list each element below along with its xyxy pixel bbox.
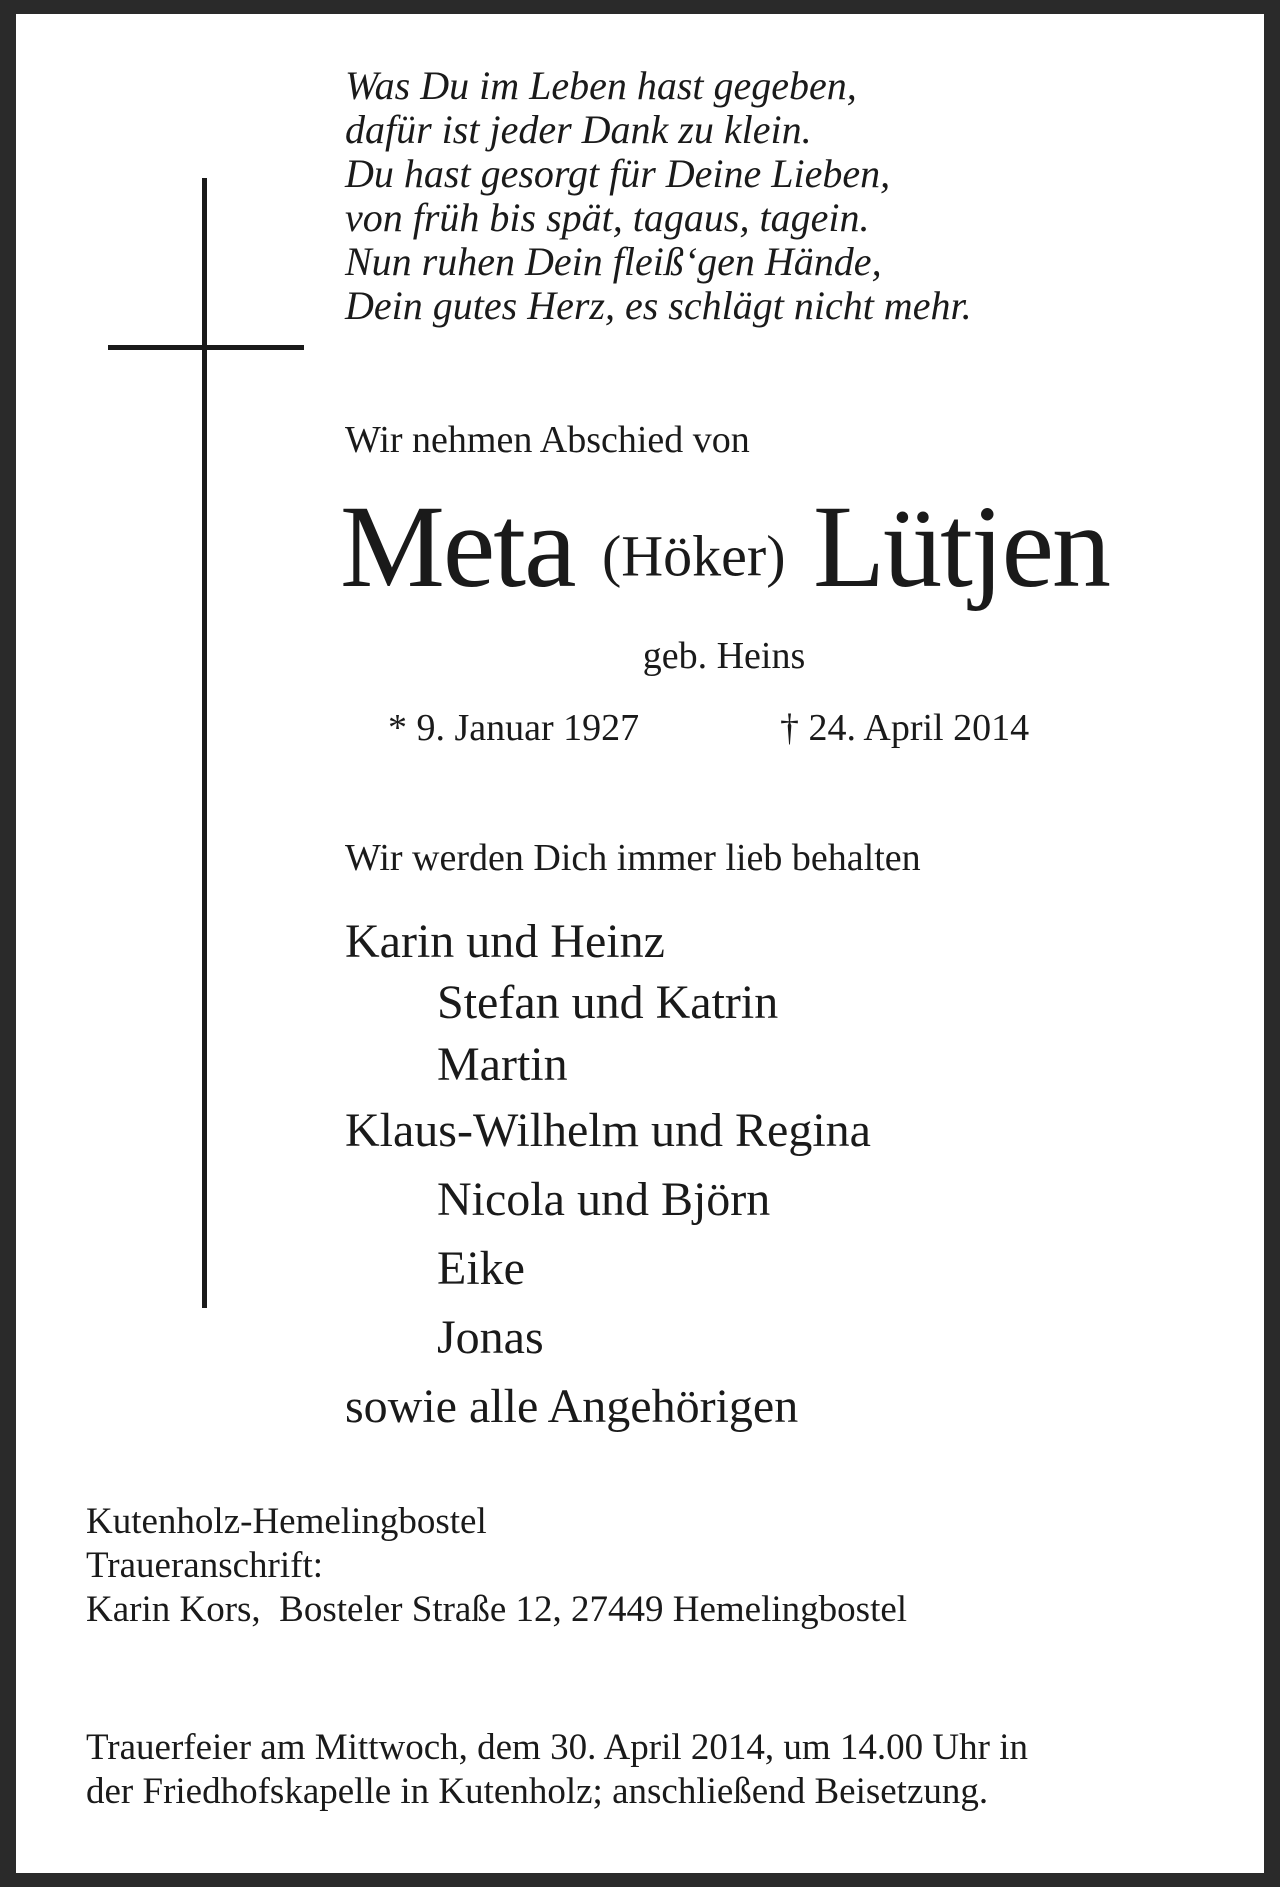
poem-line: Dein gutes Herz, es schlägt nicht mehr. <box>345 283 972 328</box>
mourner-entry: Jonas <box>437 1311 544 1364</box>
ceremony-line: der Friedhofskapelle in Kutenholz; anschließend Beisetzung. <box>86 1771 989 1812</box>
mourning-address <box>86 1500 907 1632</box>
funeral-service-info <box>86 1726 1028 1814</box>
mourner-entry: Klaus-Wilhelm und Regina <box>345 1104 871 1157</box>
deceased-nickname: (Höker) <box>601 523 786 589</box>
poem-line: Du hast gesorgt für Deine Lieben, <box>345 151 891 196</box>
mourner-entry: Nicola und Björn <box>437 1173 771 1226</box>
mourner-entry: Martin <box>437 1038 568 1091</box>
poem-line: dafür ist jeder Dank zu klein. <box>345 107 812 152</box>
death-date: † 24. April 2014 <box>780 707 1030 749</box>
address-line: Karin Kors, Bosteler Straße 12, 27449 Hemelingbostel <box>86 1589 908 1630</box>
cross-icon-horizontal-bar <box>108 345 304 350</box>
poem-line: von früh bis spät, tagaus, tagein. <box>345 195 870 240</box>
ceremony-line: Trauerfeier am Mittwoch, dem 30. April 2014, um 14.00 Uhr in <box>86 1727 1029 1768</box>
deceased-last-name: Lütjen <box>813 481 1110 612</box>
memorial-poem <box>345 64 972 328</box>
deceased-name <box>340 482 1109 622</box>
farewell-intro: Wir nehmen Abschied von <box>345 419 750 461</box>
poem-line: Was Du im Leben hast gegeben, <box>345 63 857 108</box>
poem-line: Nun ruhen Dein fleiß‘gen Hände, <box>345 239 882 284</box>
mourners-list <box>345 912 871 1441</box>
mourner-entry: Eike <box>437 1242 525 1295</box>
address-line: Kutenholz-Hemelingbostel <box>86 1501 487 1542</box>
birth-date: * 9. Januar 1927 <box>388 707 640 749</box>
address-line: Traueranschrift: <box>86 1545 324 1586</box>
remembrance-line: Wir werden Dich immer lieb behalten <box>345 837 921 879</box>
birth-name: geb. Heins <box>642 635 806 677</box>
mourner-entry: sowie alle Angehörigen <box>345 1380 799 1433</box>
mourner-entry: Stefan und Katrin <box>437 976 779 1029</box>
deceased-first-name: Meta <box>340 481 575 612</box>
mourner-entry: Karin und Heinz <box>345 915 665 968</box>
